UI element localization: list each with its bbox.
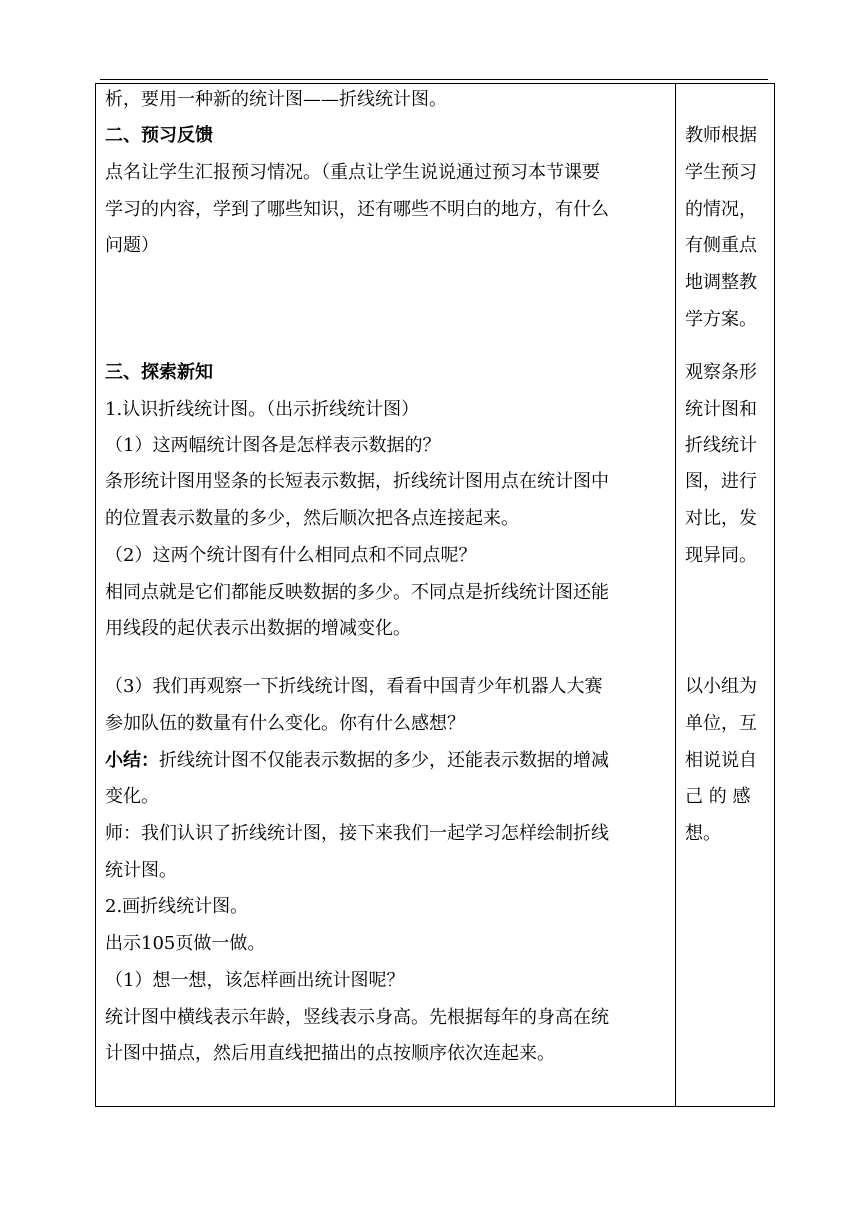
note-line: 己 的 感 [685, 786, 751, 807]
content-line: （3）我们再观察一下折线统计图，看看中国青少年机器人大赛 [105, 676, 603, 697]
content-line: 析，要用一种新的统计图——折线统计图。 [105, 89, 447, 110]
content-line: 计图中描点，然后用直线把描出的点按顺序依次连起来。 [105, 1043, 555, 1064]
content-line: 统计图中横线表示年龄，竖线表示身高。先根据每年的身高在统 [105, 1007, 609, 1028]
content-line: 的位置表示数量的多少，然后顺次把各点连接起来。 [105, 508, 519, 529]
note-line: 学生预习 [685, 162, 757, 183]
summary-line [105, 749, 609, 773]
note-line: 单位，互 [685, 713, 757, 734]
content-line: （2）这两个统计图有什么相同点和不同点呢？ [105, 545, 477, 566]
note-line: 的情况， [685, 199, 757, 220]
content-line: 出示105页做一做。 [105, 933, 266, 954]
summary-text: 折线统计图不仅能表示数据的多少，还能表示数据的增减 [159, 750, 609, 771]
content-line: 2.画折线统计图。 [105, 896, 249, 917]
column-divider [675, 84, 676, 1106]
content-line: （1）这两幅统计图各是怎样表示数据的？ [105, 435, 441, 456]
note-line: 学方案。 [685, 309, 757, 330]
note-line: 图，进行 [685, 471, 757, 492]
lesson-table [95, 83, 775, 1107]
content-line: 用线段的起伏表示出数据的增减变化。 [105, 618, 411, 639]
note-line: 教师根据 [685, 125, 757, 146]
note-line: 统计图和 [685, 399, 757, 420]
note-line: 对比，发 [685, 508, 757, 529]
content-line: 师：我们认识了折线统计图，接下来我们一起学习怎样绘制折线 [105, 823, 609, 844]
summary-label: 小结： [105, 750, 159, 771]
note-line: 以小组为 [685, 676, 757, 697]
content-line: （1）想一想，该怎样画出统计图呢？ [105, 970, 405, 991]
note-line: 现异同。 [685, 545, 757, 566]
note-line: 有侧重点 [685, 235, 757, 256]
content-line: 统计图。 [105, 860, 177, 881]
content-line: 问题） [105, 235, 159, 256]
note-line: 折线统计 [685, 435, 757, 456]
note-line: 地调整教 [685, 272, 757, 293]
content-line: 学习的内容，学到了哪些知识，还有哪些不明白的地方，有什么 [105, 199, 609, 220]
note-line: 观察条形 [685, 362, 757, 383]
content-line: 变化。 [105, 786, 159, 807]
content-line: 条形统计图用竖条的长短表示数据，折线统计图用点在统计图中 [105, 471, 609, 492]
content-line: 参加队伍的数量有什么变化。你有什么感想？ [105, 713, 465, 734]
content-line: 1.认识折线统计图。（出示折线统计图） [105, 399, 420, 420]
note-line: 想。 [685, 823, 721, 844]
section-heading-preview-feedback: 二、预习反馈 [105, 125, 213, 146]
section-heading-explore-new: 三、探索新知 [105, 362, 213, 383]
header-rule [100, 79, 768, 80]
content-line: 点名让学生汇报预习情况。（重点让学生说说通过预习本节课要 [105, 162, 600, 183]
note-line: 相说说自 [685, 750, 757, 771]
content-line: 相同点就是它们都能反映数据的多少。不同点是折线统计图还能 [105, 582, 609, 603]
